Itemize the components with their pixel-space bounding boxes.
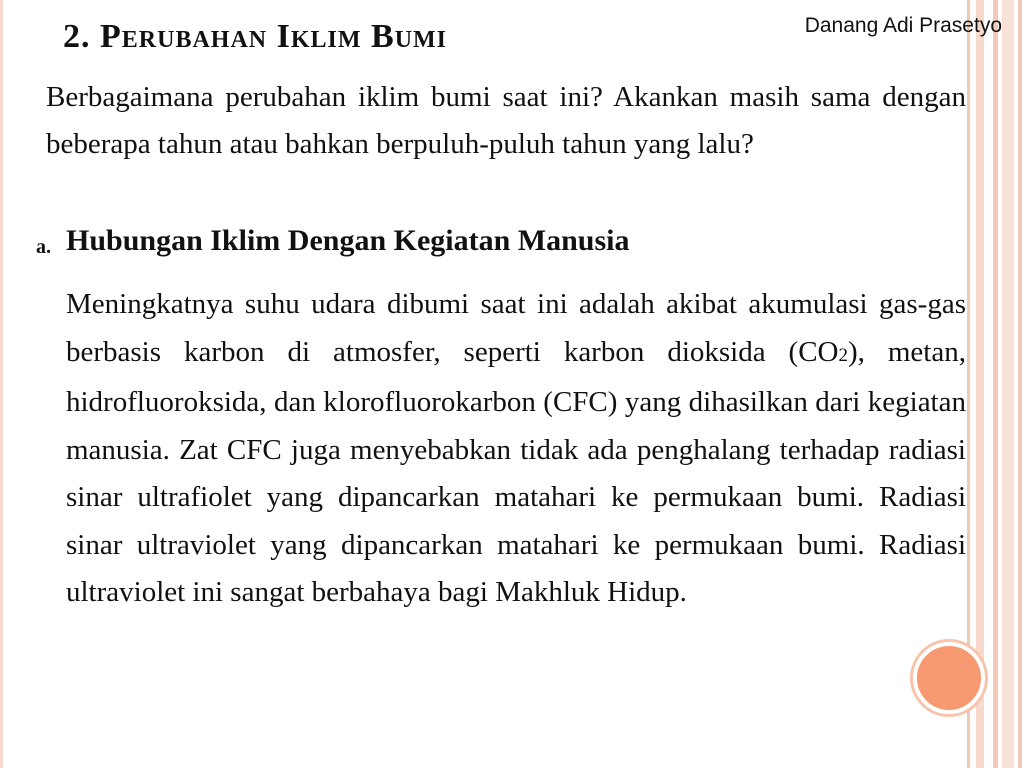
co2-subscript: 2 (838, 344, 848, 366)
section-body-paragraph (66, 281, 966, 617)
author-name: Danang Adi Prasetyo (804, 14, 1002, 37)
intro-paragraph: Berbagaimana perubahan iklim bumi saat ini? Akankan masih sama dengan beberapa tahun atau bahkan berpuluh-puluh tahun yang lalu? (46, 81, 966, 160)
stripe (993, 0, 998, 768)
stripe (976, 0, 984, 768)
section-marker: a. (36, 236, 51, 258)
stripe (1002, 0, 1014, 768)
body-text-part: Meningkatnya suhu udara dibumi saat ini adalah akibat akumulasi gas-gas berbasis karbon di atmosfer, seperti karbon dioksida (CO (66, 288, 966, 368)
stripe (1018, 0, 1022, 768)
section-heading: Hubungan Iklim Dengan Kegiatan Manusia (66, 224, 630, 257)
decorative-circle (913, 642, 985, 714)
slide-title: 2. Perubahan Iklim Bumi (63, 18, 448, 55)
left-decorative-line (0, 0, 3, 768)
body-text-part: ), metan, hidrofluoroksida, dan klorofluorokarbon (CFC) yang dihasilkan dari kegiatan manusia. Zat CFC juga menyebabkan tidak ada penghalang terhadap radiasi sinar ultrafiolet yang dipancarkan matahari ke permukaan bumi. Radiasi sinar ultraviolet yang dipancarkan matahari ke permukaan bumi. Radiasi ultraviolet ini sangat berbahaya bagi Makhluk Hidup. (66, 335, 966, 608)
